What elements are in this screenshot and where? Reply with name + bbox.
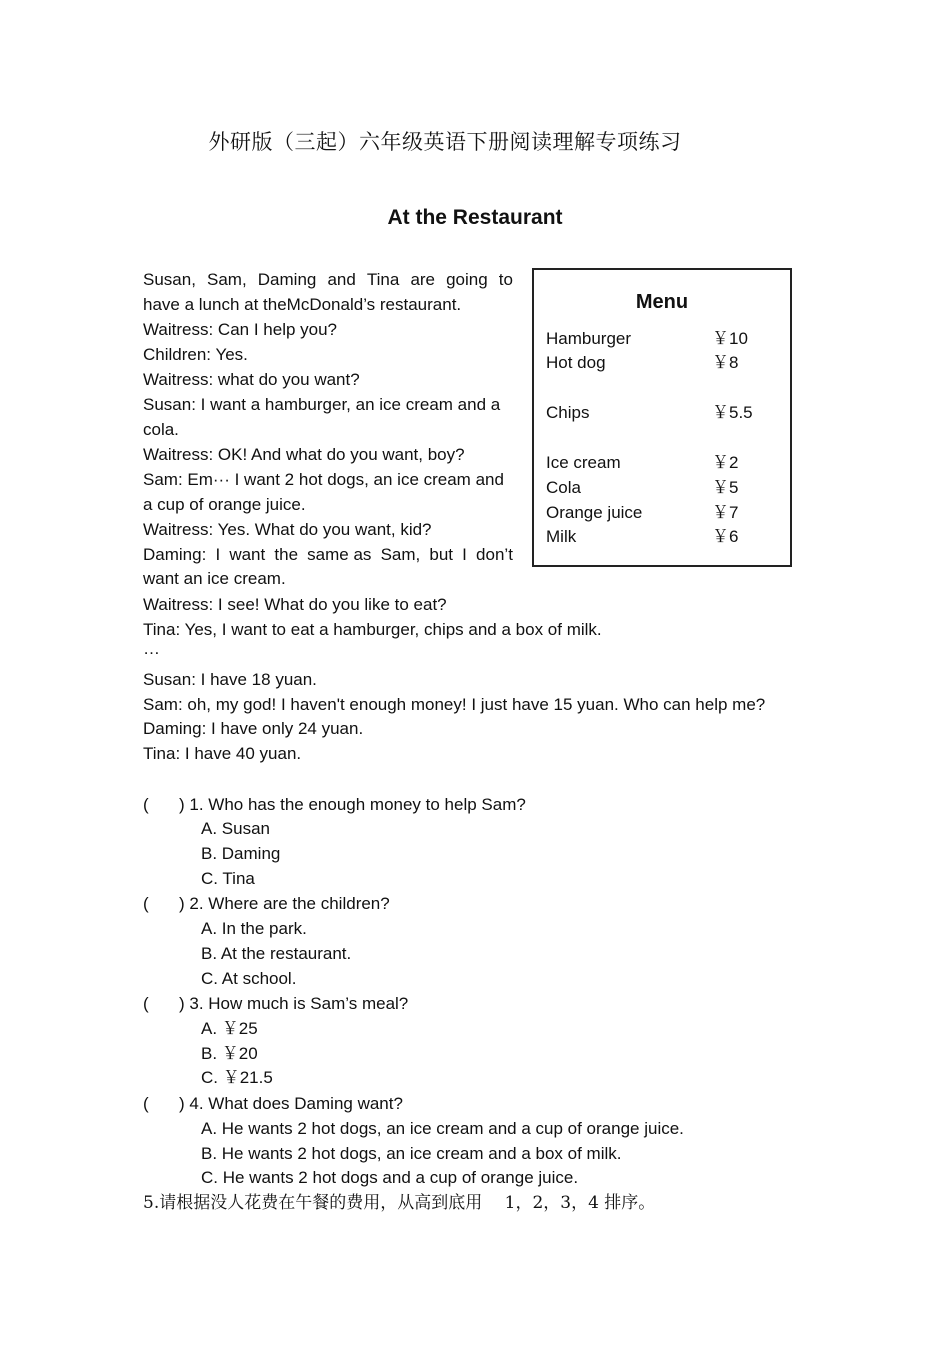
dialogue-line: Waitress: Yes. What do you want, kid?: [143, 520, 432, 539]
question-stem: ) 4. What does Daming want?: [179, 1094, 403, 1113]
ellipsis: …: [143, 639, 160, 658]
dialogue-line: Children: Yes.: [143, 345, 248, 364]
dialogue-line: Daming: I have only 24 yuan.: [143, 719, 364, 738]
dialogue-line: Tina: I have 40 yuan.: [143, 744, 302, 763]
menu-item-name: Ice cream: [546, 453, 621, 472]
word: want: [229, 545, 266, 564]
option: A. Susan: [201, 819, 270, 838]
story-title: At the Restaurant: [387, 206, 563, 229]
word: I: [462, 545, 467, 564]
word: I: [215, 545, 221, 564]
question-2: [143, 893, 390, 915]
dialogue-line: Sam: Em··· I want 2 hot dogs, an ice cream and: [143, 470, 504, 489]
dialogue-line: Waitress: OK! And what do you want, boy?: [143, 445, 465, 464]
answer-blank[interactable]: (: [143, 1094, 149, 1113]
menu-item-name: Chips: [546, 403, 590, 422]
menu-title: Menu: [635, 291, 689, 313]
question-5: 5.请根据没人花费在午餐的费用，从高到底用 1，2，3，4 排序。: [143, 1193, 656, 1213]
dialogue-line: Susan: I want a hamburger, an ice cream and a: [143, 395, 501, 414]
menu-item-price: ￥2: [712, 453, 739, 472]
option: C. Tina: [201, 869, 255, 888]
question-stem: ) 3. How much is Sam’s meal?: [179, 994, 409, 1013]
menu-item-price: ￥5: [712, 478, 739, 497]
question-stem: ) 2. Where are the children?: [179, 894, 390, 913]
page-header: 外研版（三起）六年级英语下册阅读理解专项练习: [208, 130, 682, 154]
menu-item-name: Orange juice: [546, 503, 643, 522]
menu-item-price: ￥8: [712, 353, 739, 372]
word: are: [410, 270, 436, 289]
dialogue-line: Waitress: I see! What do you like to eat?: [143, 595, 447, 614]
option: B. Daming: [201, 844, 281, 863]
menu-box: [532, 268, 792, 567]
word: Daming:: [143, 545, 207, 564]
word: Sam,: [207, 270, 247, 289]
question-3: [143, 993, 408, 1015]
option: B. He wants 2 hot dogs, an ice cream and a box of milk.: [201, 1144, 622, 1163]
dialogue-line: a cup of orange juice.: [143, 495, 306, 514]
dialogue-line: want an ice cream.: [143, 569, 286, 588]
menu-item-name: Milk: [546, 527, 577, 546]
word: Tina: [366, 270, 400, 289]
dialogue-line: Waitress: Can I help you?: [143, 320, 338, 339]
option: B. ￥20: [201, 1044, 258, 1063]
word: but: [429, 545, 454, 564]
word: going: [446, 270, 488, 289]
answer-blank[interactable]: (: [143, 994, 149, 1013]
passage-intro-line-1: [143, 269, 513, 291]
word: the: [274, 545, 299, 564]
word: same as: [307, 545, 372, 564]
option: C. ￥21.5: [201, 1068, 273, 1087]
answer-blank[interactable]: (: [143, 894, 149, 913]
menu-item-price: ￥5.5: [712, 403, 753, 422]
question-4: [143, 1093, 403, 1115]
word: Sam,: [380, 545, 421, 564]
menu-item-name: Hot dog: [546, 353, 606, 372]
menu-item-price: ￥10: [712, 329, 748, 348]
word: and: [327, 270, 356, 289]
dialogue-line: [143, 544, 513, 566]
dialogue-line: Waitress: what do you want?: [143, 370, 360, 389]
answer-blank[interactable]: (: [143, 795, 149, 814]
dialogue-line: Tina: Yes, I want to eat a hamburger, chips and a box of milk.: [143, 620, 602, 639]
menu-item-price: ￥7: [712, 503, 739, 522]
question-stem: ) 1. Who has the enough money to help Sam?: [179, 795, 526, 814]
menu-item-name: Hamburger: [546, 329, 632, 348]
option: C. He wants 2 hot dogs and a cup of orange juice.: [201, 1168, 579, 1187]
menu-item-price: ￥6: [712, 527, 739, 546]
option: A. He wants 2 hot dogs, an ice cream and a cup of orange juice.: [201, 1119, 684, 1138]
dialogue-line: Susan: I have 18 yuan.: [143, 670, 317, 689]
dialogue-line: Sam: oh, my god! I haven't enough money! I just have 15 yuan. Who can help me?: [143, 695, 766, 714]
option: A. In the park.: [201, 919, 307, 938]
word: Susan,: [143, 270, 196, 289]
dialogue-line: cola.: [143, 420, 179, 439]
word: to: [498, 270, 513, 289]
question-1: [143, 794, 526, 816]
option: A. ￥25: [201, 1019, 258, 1038]
menu-item-name: Cola: [546, 478, 581, 497]
word: Daming: [257, 270, 317, 289]
option: C. At school.: [201, 969, 297, 988]
passage-intro-line-2: have a lunch at theMcDonald’s restaurant.: [143, 295, 462, 314]
word: don’t: [476, 545, 513, 564]
option: B. At the restaurant.: [201, 944, 352, 963]
